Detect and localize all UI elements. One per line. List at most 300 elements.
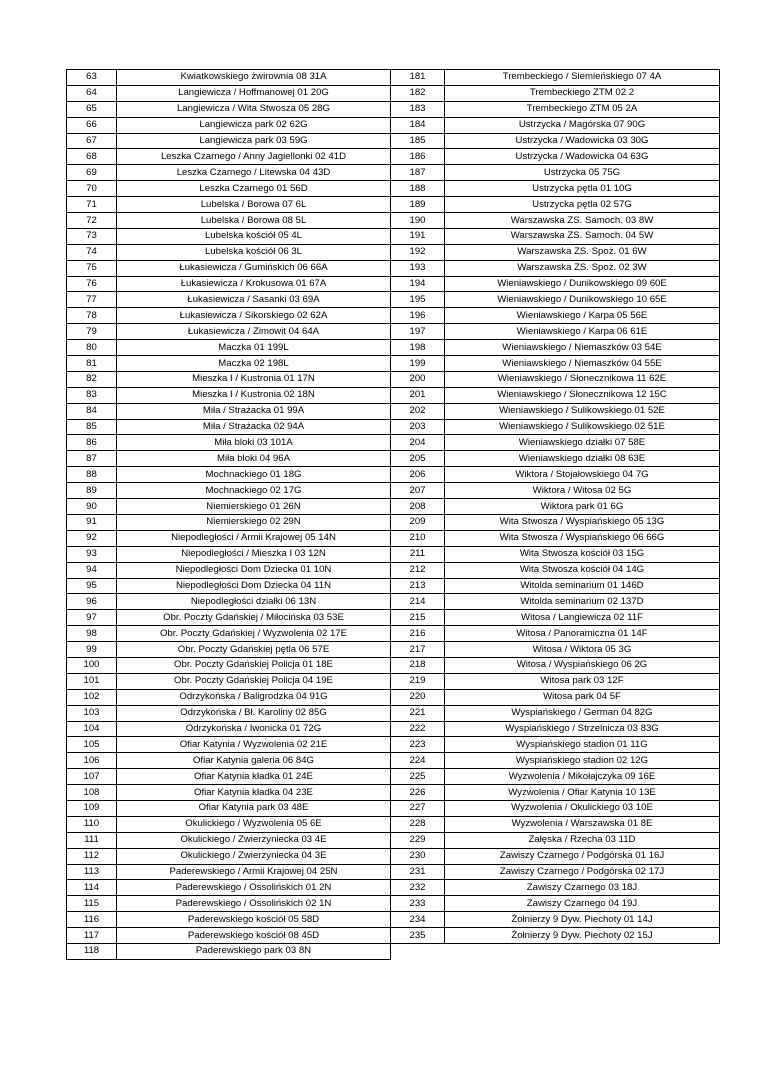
stop-name: Langiewicza / Hoffmanowej 01 20G [117,85,391,101]
table-row [67,276,391,292]
table-row [67,705,391,721]
stop-name: Niemierskiego 02 29N [117,514,391,530]
stop-name: Kwiatkowskiego żwirownia 08 31A [117,70,391,86]
stop-name: Niepodległości / Mieszka I 03 12N [117,546,391,562]
stop-name: Wyzwolenia / Okulickiego 03 10E [445,800,720,816]
stop-name: Obr. Poczty Gdańskiej Policja 04 19E [117,673,391,689]
row-number: 217 [391,642,445,658]
row-number: 86 [67,435,117,451]
table-row [391,213,720,229]
stop-name: Wieniawskiego / Dunikowskiego 09 60E [445,276,720,292]
stop-name: Zawiszy Czarnego 04 19J [445,896,720,912]
row-number: 183 [391,101,445,117]
stop-name: Lubelska / Borowa 08 5L [117,213,391,229]
stop-name: Odrzykońska / Bł. Karoliny 02 85G [117,705,391,721]
stop-name: Wyzwolenia / Warszawska 01 8E [445,816,720,832]
stop-name: Witosa / Wiktora 05 3G [445,642,720,658]
table-row [391,896,720,912]
table-row [391,912,720,928]
row-number: 190 [391,213,445,229]
row-number: 67 [67,133,117,149]
row-number: 214 [391,594,445,610]
table-row [67,514,391,530]
row-number: 98 [67,626,117,642]
row-number: 225 [391,769,445,785]
row-number: 221 [391,705,445,721]
table-row [67,356,391,372]
row-number: 191 [391,228,445,244]
row-number: 220 [391,689,445,705]
row-number: 229 [391,832,445,848]
row-number: 228 [391,816,445,832]
stop-name: Obr. Poczty Gdańskiej / Wyzwolenia 02 17E [117,626,391,642]
table-row [67,689,391,705]
stop-name: Wita Stwosza / Wyspiańskiego 05 13G [445,514,720,530]
stop-name: Niemierskiego 01 26N [117,499,391,515]
table-row [67,70,391,86]
row-number: 113 [67,864,117,880]
row-number: 213 [391,578,445,594]
row-number: 186 [391,149,445,165]
row-number: 105 [67,737,117,753]
row-number: 205 [391,451,445,467]
table-row [67,419,391,435]
row-number: 111 [67,832,117,848]
stop-name: Niepodległości Dom Dziecka 01 10N [117,562,391,578]
table-row [67,800,391,816]
row-number: 90 [67,499,117,515]
table-row [391,371,720,387]
row-number: 108 [67,785,117,801]
row-number: 79 [67,324,117,340]
table-row [391,864,720,880]
stop-name: Mochnackiego 01 18G [117,467,391,483]
table-row [67,848,391,864]
stop-name: Łukasiewicza / Sikorskiego 02 62A [117,308,391,324]
row-number: 83 [67,387,117,403]
row-number: 96 [67,594,117,610]
table-row [391,610,720,626]
stop-name: Witolda seminarium 02 137D [445,594,720,610]
stop-name: Miła bloki 03 101A [117,435,391,451]
stop-name: Wiktora park 01 6G [445,499,720,515]
table-row [391,165,720,181]
table-row [391,228,720,244]
row-number: 103 [67,705,117,721]
row-number: 89 [67,483,117,499]
row-number: 99 [67,642,117,658]
row-number: 218 [391,657,445,673]
stop-name: Żołnierzy 9 Dyw. Piechoty 01 14J [445,912,720,928]
row-number: 68 [67,149,117,165]
stop-name: Witolda seminarium 01 146D [445,578,720,594]
table-row [391,705,720,721]
row-number: 189 [391,197,445,213]
table-row [391,356,720,372]
row-number: 64 [67,85,117,101]
stop-name: Wyspiańskiego stadion 01 11G [445,737,720,753]
table-row [67,292,391,308]
table-row [67,912,391,928]
stops-table-right [390,69,720,944]
table-row [391,197,720,213]
stop-name: Wieniawskiego działki 08 63E [445,451,720,467]
table-row [67,737,391,753]
table-row [67,244,391,260]
table-row [391,70,720,86]
row-number: 204 [391,435,445,451]
row-number: 181 [391,70,445,86]
table-row [391,594,720,610]
table-row [391,435,720,451]
row-number: 87 [67,451,117,467]
row-number: 69 [67,165,117,181]
stop-name: Okulickiego / Wyzwolenia 05 6E [117,816,391,832]
row-number: 84 [67,403,117,419]
table-row [67,943,391,959]
table-row [391,816,720,832]
row-number: 215 [391,610,445,626]
stop-name: Lubelska / Borowa 07 6L [117,197,391,213]
table-row [67,642,391,658]
row-number: 94 [67,562,117,578]
table-row [67,435,391,451]
stop-name: Wyzwolenia / Mikołajczyka 09 16E [445,769,720,785]
stop-name: Mieszka I / Kustronia 02 18N [117,387,391,403]
stops-table-right-body [391,70,720,944]
stop-name: Wieniawskiego / Niemaszków 03 54E [445,340,720,356]
row-number: 188 [391,181,445,197]
stop-name: Wyspiańskiego stadion 02 12G [445,753,720,769]
table-row [67,546,391,562]
row-number: 230 [391,848,445,864]
table-row [391,387,720,403]
table-row [67,530,391,546]
table-row [391,340,720,356]
table-row [67,181,391,197]
table-row [67,387,391,403]
stop-name: Zawiszy Czarnego / Podgórska 01 16J [445,848,720,864]
row-number: 211 [391,546,445,562]
stop-name: Niepodległości działki 06 13N [117,594,391,610]
stop-name: Łukasiewicza / Gumińskich 06 66A [117,260,391,276]
row-number: 197 [391,324,445,340]
stop-name: Witosa park 04 5F [445,689,720,705]
stop-name: Wita Stwosza kościół 03 15G [445,546,720,562]
table-row [391,530,720,546]
row-number: 223 [391,737,445,753]
row-number: 192 [391,244,445,260]
row-number: 187 [391,165,445,181]
row-number: 102 [67,689,117,705]
stop-name: Wiktora / Witosa 02 5G [445,483,720,499]
stop-name: Ofiar Katynia kładka 01 24E [117,769,391,785]
table-row [67,403,391,419]
table-row [67,864,391,880]
stop-name: Langiewicza / Wita Stwosza 05 28G [117,101,391,117]
table-row [67,467,391,483]
row-number: 109 [67,800,117,816]
row-number: 70 [67,181,117,197]
row-number: 226 [391,785,445,801]
row-number: 71 [67,197,117,213]
stop-name: Wita Stwosza / Wyspiańskiego 06 66G [445,530,720,546]
row-number: 110 [67,816,117,832]
table-row [391,149,720,165]
stop-name: Paderewskiego kościół 08 45D [117,928,391,944]
table-row [391,546,720,562]
stop-name: Wieniawskiego / Słonecznikowa 11 62E [445,371,720,387]
table-row [67,832,391,848]
stop-name: Wieniawskiego / Słonecznikowa 12 15C [445,387,720,403]
table-row [391,737,720,753]
row-number: 202 [391,403,445,419]
table-row [391,324,720,340]
table-row [391,514,720,530]
stop-name: Langiewicza park 02 62G [117,117,391,133]
table-row [391,419,720,435]
row-number: 224 [391,753,445,769]
table-row [67,626,391,642]
stop-name: Witosa park 03 12F [445,673,720,689]
row-number: 201 [391,387,445,403]
stop-name: Mieszka I / Kustronia 01 17N [117,371,391,387]
stop-name: Maczka 02 198L [117,356,391,372]
table-row [67,340,391,356]
stop-name: Ofiar Katynia / Wyzwolenia 02 21E [117,737,391,753]
row-number: 210 [391,530,445,546]
row-number: 193 [391,260,445,276]
row-number: 115 [67,896,117,912]
row-number: 73 [67,228,117,244]
row-number: 118 [67,943,117,959]
table-row [67,816,391,832]
stop-name: Niepodległości / Armii Krajowej 05 14N [117,530,391,546]
stop-name: Warszawska ZS. Spoż. 02 3W [445,260,720,276]
row-number: 182 [391,85,445,101]
table-row [391,133,720,149]
table-row [67,896,391,912]
row-number: 63 [67,70,117,86]
stops-table-left [66,69,391,960]
stop-name: Leszka Czarnego / Litewska 04 43D [117,165,391,181]
table-row [67,657,391,673]
table-row [67,133,391,149]
table-row [67,928,391,944]
stop-name: Paderewskiego kościół 05 58D [117,912,391,928]
stop-name: Okulickiego / Zwierzyniecka 03 4E [117,832,391,848]
stop-name: Warszawska ZS. Samoch. 04 5W [445,228,720,244]
stop-name: Witosa / Wyspiańskiego 06 2G [445,657,720,673]
stop-name: Wieniawskiego / Niemaszków 04 55E [445,356,720,372]
table-row [67,483,391,499]
stop-name: Maczka 01 199L [117,340,391,356]
stop-name: Paderewskiego / Armii Krajowej 04 25N [117,864,391,880]
row-number: 114 [67,880,117,896]
row-number: 112 [67,848,117,864]
table-row [391,928,720,944]
stop-name: Obr. Poczty Gdańskiej / Miłocińska 03 53E [117,610,391,626]
stop-name: Leszka Czarnego / Anny Jagiellonki 02 41D [117,149,391,165]
row-number: 91 [67,514,117,530]
stop-name: Odrzykońska / Iwonicka 01 72G [117,721,391,737]
row-number: 81 [67,356,117,372]
row-number: 200 [391,371,445,387]
stops-table-left-body [67,70,391,960]
stop-name: Żołnierzy 9 Dyw. Piechoty 02 15J [445,928,720,944]
row-number: 231 [391,864,445,880]
row-number: 208 [391,499,445,515]
table-row [391,499,720,515]
row-number: 74 [67,244,117,260]
table-row [67,562,391,578]
row-number: 185 [391,133,445,149]
stop-name: Wita Stwosza kościół 04 14G [445,562,720,578]
stop-name: Wieniawskiego / Sulikowskiego 01 52E [445,403,720,419]
table-row [391,403,720,419]
stop-name: Paderewskiego / Ossolińskich 02 1N [117,896,391,912]
row-number: 209 [391,514,445,530]
row-number: 235 [391,928,445,944]
row-number: 212 [391,562,445,578]
table-row [391,626,720,642]
stop-name: Zawiszy Czarnego / Podgórska 02 17J [445,864,720,880]
table-row [67,324,391,340]
row-number: 78 [67,308,117,324]
stop-name: Wyspiańskiego / German 04 82G [445,705,720,721]
table-row [391,673,720,689]
table-row [391,260,720,276]
table-row [67,308,391,324]
table-row [391,181,720,197]
stop-name: Ustrzycka / Wadowicka 04 63G [445,149,720,165]
row-number: 198 [391,340,445,356]
table-row [391,244,720,260]
row-number: 65 [67,101,117,117]
table-row [67,85,391,101]
stop-name: Okulickiego / Zwierzyniecka 04 3E [117,848,391,864]
table-row [67,371,391,387]
table-row [67,197,391,213]
row-number: 104 [67,721,117,737]
row-number: 199 [391,356,445,372]
row-number: 216 [391,626,445,642]
row-number: 92 [67,530,117,546]
table-row [391,721,720,737]
row-number: 232 [391,880,445,896]
stop-name: Odrzykońska / Baligrodzka 04 91G [117,689,391,705]
stop-name: Miła bloki 04 96A [117,451,391,467]
stop-name: Ustrzycka pętla 02 57G [445,197,720,213]
table-row [67,260,391,276]
stop-name: Załęska / Rzecha 03 11D [445,832,720,848]
table-row [67,673,391,689]
row-number: 88 [67,467,117,483]
stop-name: Paderewskiego park 03 8N [117,943,391,959]
row-number: 195 [391,292,445,308]
row-number: 72 [67,213,117,229]
stop-name: Wieniawskiego / Karpa 05 56E [445,308,720,324]
row-number: 219 [391,673,445,689]
row-number: 116 [67,912,117,928]
table-row [391,451,720,467]
stop-name: Ofiar Katynia galeria 06 84G [117,753,391,769]
stop-name: Ustrzycka / Magórska 07 90G [445,117,720,133]
table-row [67,721,391,737]
table-row [391,848,720,864]
table-row [67,499,391,515]
row-number: 234 [391,912,445,928]
stop-name: Łukasiewicza / Krokusowa 01 67A [117,276,391,292]
table-row [391,880,720,896]
row-number: 207 [391,483,445,499]
row-number: 75 [67,260,117,276]
table-row [391,308,720,324]
row-number: 77 [67,292,117,308]
row-number: 196 [391,308,445,324]
row-number: 194 [391,276,445,292]
row-number: 100 [67,657,117,673]
stop-name: Wieniawskiego działki 07 58E [445,435,720,451]
table-row [67,785,391,801]
row-number: 227 [391,800,445,816]
stop-name: Ustrzycka / Wadowicka 03 30G [445,133,720,149]
stop-name: Wyzwolenia / Ofiar Katynia 10 13E [445,785,720,801]
stop-name: Mochnackiego 02 17G [117,483,391,499]
row-number: 66 [67,117,117,133]
stop-name: Trembeckiego ZTM 05 2A [445,101,720,117]
table-row [67,753,391,769]
stop-name: Witosa / Langiewicza 02 11F [445,610,720,626]
row-number: 203 [391,419,445,435]
stop-name: Zawiszy Czarnego 03 18J [445,880,720,896]
stop-name: Miła / Strażacka 01 99A [117,403,391,419]
row-number: 97 [67,610,117,626]
stop-name: Lubelska kościół 06 3L [117,244,391,260]
table-row [67,610,391,626]
row-number: 95 [67,578,117,594]
stop-name: Leszka Czarnego 01 56D [117,181,391,197]
table-row [391,483,720,499]
stop-name: Lubelska kościół 05 4L [117,228,391,244]
stop-name: Wyspiańskiego / Strzelnicza 03 83G [445,721,720,737]
table-row [391,689,720,705]
table-row [391,562,720,578]
table-row [67,594,391,610]
stop-name: Warszawska ZS. Samoch. 03 8W [445,213,720,229]
table-row [391,832,720,848]
stop-name: Witosa / Panoramiczna 01 14F [445,626,720,642]
table-row [67,149,391,165]
table-row [391,578,720,594]
table-row [391,642,720,658]
stop-name: Trembeckiego / Siemieńskiego 07 4A [445,70,720,86]
row-number: 80 [67,340,117,356]
stop-name: Obr. Poczty Gdańskiej Policja 01 18E [117,657,391,673]
row-number: 222 [391,721,445,737]
table-row [67,101,391,117]
table-row [67,880,391,896]
table-row [391,85,720,101]
table-row [391,800,720,816]
table-row [391,769,720,785]
stop-name: Paderewskiego / Ossolińskich 01 2N [117,880,391,896]
stop-name: Niepodległości Dom Dziecka 04 11N [117,578,391,594]
stop-name: Wieniawskiego / Sulikowskiego 02 51E [445,419,720,435]
stop-name: Łukasiewicza / Zimowit 04 64A [117,324,391,340]
stop-name: Langiewicza park 03 59G [117,133,391,149]
row-number: 106 [67,753,117,769]
